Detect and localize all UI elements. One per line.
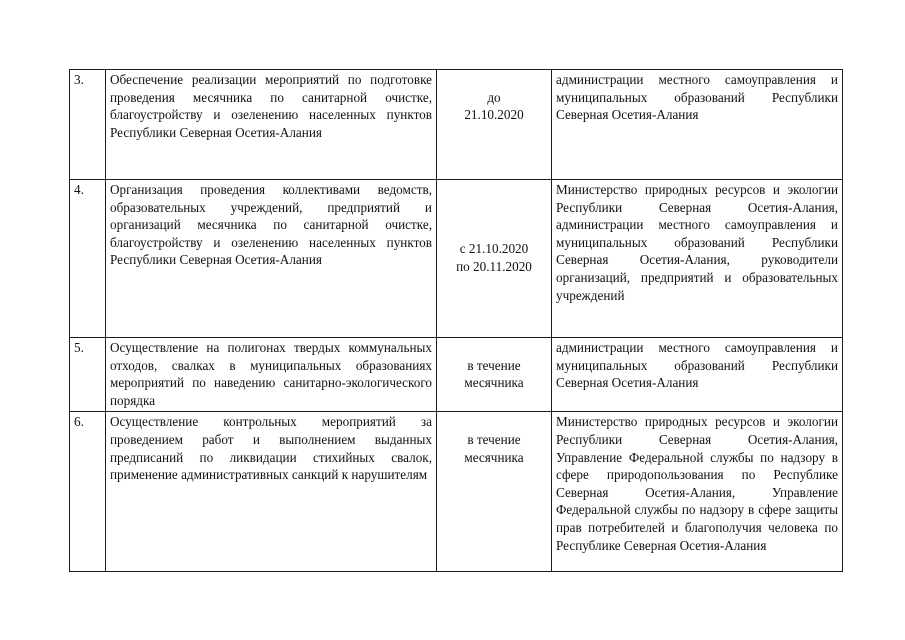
table-row — [70, 70, 843, 180]
responsible-cell: администрации местного самоуправления и муниципальных образований Республики Северная Осетия-Алания — [552, 338, 843, 412]
row-number: 6. — [70, 412, 106, 572]
table-row — [70, 412, 843, 572]
responsible-cell: Министерство природных ресурсов и экологии Республики Северная Осетия-Алания, Управление Федеральной службы по надзору в сфере природопользования по Республике Северная Осетия-Алания, Управление Федеральной службы по надзору в сфере защиты прав потребителей и благополучия человека по Республике Северная Осетия-Алания — [552, 412, 843, 572]
term-line: 21.10.2020 — [464, 107, 524, 123]
responsible-cell: администрации местного самоуправления и муниципальных образований Республики Северная Осетия-Алания — [552, 70, 843, 180]
term-line: месячника — [464, 375, 524, 391]
responsible-cell: Министерство природных ресурсов и экологии Республики Северная Осетия-Алания, администрации местного самоуправления и муниципальных образований Республики Северная Осетия-Алания, руководители организаций, предприятий и образовательных учреждений — [552, 180, 843, 338]
row-number: 4. — [70, 180, 106, 338]
term-line: по 20.11.2020 — [456, 259, 532, 274]
term-line: с 21.10.2020 — [459, 241, 529, 257]
term-cell — [437, 70, 552, 180]
table-row — [70, 180, 843, 338]
row-number: 3. — [70, 70, 106, 180]
term-line: до — [487, 89, 501, 105]
measures-table — [69, 69, 843, 572]
term-cell — [437, 338, 552, 412]
term-cell — [437, 180, 552, 338]
term-line: в течение — [467, 431, 521, 447]
table-row — [70, 338, 843, 412]
activity-cell: Обеспечение реализации мероприятий по подготовке проведения месячника по санитарной очистке, благоустройству и озеленению населенных пунктов Республики Северная Осетия-Алания — [106, 70, 437, 180]
row-number: 5. — [70, 338, 106, 412]
activity-cell: Организация проведения коллективами ведомств, образовательных учреждений, предприятий и организаций месячника по санитарной очистке, благоустройству и озеленению населенных пунктов Республики Северная Осетия-Алания — [106, 180, 437, 338]
activity-cell: Осуществление контрольных мероприятий за проведением работ и выполнением выданных предписаний по ликвидации стихийных свалок, применение административных санкций к нарушителям — [106, 412, 437, 572]
term-cell — [437, 412, 552, 572]
activity-cell: Осуществление на полигонах твердых коммунальных отходов, свалках в муниципальных образованиях мероприятий по наведению санитарно-экологического порядка — [106, 338, 437, 412]
term-line: месячника — [464, 449, 524, 465]
term-line: в течение — [467, 357, 521, 373]
